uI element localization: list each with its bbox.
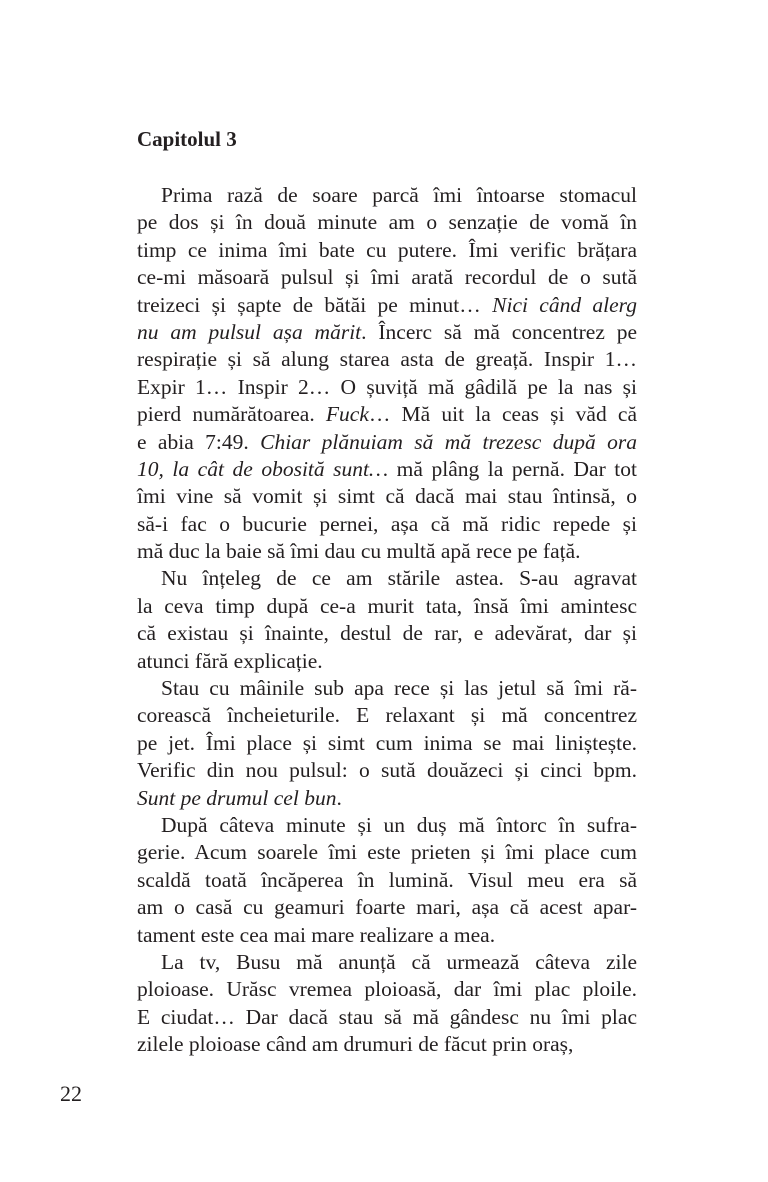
text-line	[137, 346, 637, 373]
italic-text: Fuck	[325, 402, 369, 427]
italic-text: Nici când alerg	[492, 292, 637, 317]
text-line	[137, 374, 637, 401]
text-segment: timp ce inima îmi bate cu putere. Îmi verific brățara	[137, 237, 637, 262]
text-segment: că existau și înainte, destul de rar, e adevărat, dar și	[137, 621, 637, 646]
text-line	[137, 237, 637, 264]
italic-text: Sunt pe drumul cel bun	[137, 785, 337, 810]
text-line	[137, 894, 637, 921]
text-segment: gerie. Acum soarele îmi este prieten și îmi place cum	[137, 840, 637, 865]
text-line	[137, 429, 637, 456]
text-line	[137, 785, 637, 812]
text-line	[137, 401, 637, 428]
body-text	[137, 182, 637, 1059]
italic-text: Chiar plănuiam să mă trezesc după ora	[260, 429, 637, 454]
text-line	[137, 456, 637, 483]
text-line	[137, 209, 637, 236]
text-segment: Nu înțeleg de ce am stările astea. S-au agravat	[161, 566, 637, 591]
text-line	[137, 730, 637, 757]
text-segment: . Încerc să mă concentrez pe	[361, 319, 637, 344]
text-line	[137, 675, 637, 702]
text-segment: pe dos și în două minute am o senzație de vomă în	[137, 210, 637, 235]
text-segment: respirație și să alung starea asta de greață. Inspir 1…	[137, 347, 637, 372]
text-segment: pe jet. Îmi place și simt cum inima se mai liniștește.	[137, 730, 637, 755]
text-line	[137, 292, 637, 319]
text-segment: Verific din nou pulsul: o sută douăzeci și cinci bpm.	[137, 758, 637, 783]
text-line	[137, 182, 637, 209]
text-line	[137, 839, 637, 866]
text-segment: îmi vine să vomit și simt că dacă mai stau întinsă, o	[137, 484, 637, 509]
italic-text: nu am pulsul așa mărit	[137, 319, 362, 344]
text-segment: scaldă toată încăperea în lumină. Visul meu era să	[137, 867, 637, 892]
text-line	[137, 538, 637, 565]
text-line	[137, 565, 637, 592]
text-segment: să-i fac o bucurie pernei, așa că mă ridic repede și	[137, 511, 637, 536]
text-segment: treizeci și șapte de bătăi pe minut…	[137, 292, 493, 317]
chapter-title: Capitolul 3	[137, 127, 237, 151]
text-segment: tament este cea mai mare realizare a mea.	[137, 922, 496, 947]
text-segment: corească încheieturile. E relaxant și mă concentrez	[137, 703, 637, 728]
text-line	[137, 922, 637, 949]
text-line	[137, 757, 637, 784]
text-line	[137, 702, 637, 729]
text-line	[137, 949, 637, 976]
text-line	[137, 812, 637, 839]
text-line	[137, 483, 637, 510]
text-segment: ploioase. Urăsc vremea ploioasă, dar îmi plac ploile.	[137, 977, 637, 1002]
text-segment: am o casă cu geamuri foarte mari, așa că acest apar-	[137, 895, 637, 920]
text-segment: la ceva timp după ce-a murit tata, însă îmi amintesc	[137, 593, 637, 618]
text-segment: mă duc la baie să îmi dau cu multă apă rece pe față.	[137, 539, 581, 564]
text-segment: pierd numărătoarea.	[137, 402, 326, 427]
text-segment: Prima rază de soare parcă îmi întoarse stomacul	[161, 183, 637, 207]
text-line	[137, 648, 637, 675]
italic-text: 10, la cât de obosită sunt…	[137, 456, 389, 481]
text-line	[137, 1031, 637, 1058]
text-segment: E ciudat… Dar dacă stau să mă gândesc nu îmi plac	[137, 1004, 637, 1029]
text-segment: atunci fără explicație.	[137, 648, 323, 673]
text-line	[137, 264, 637, 291]
text-segment: .	[336, 785, 342, 810]
text-segment: … Mă uit la ceas și văd că	[368, 402, 637, 427]
text-line	[137, 593, 637, 620]
text-segment: Expir 1… Inspir 2… O șuviță mă gâdilă pe la nas și	[137, 374, 637, 399]
text-line	[137, 511, 637, 538]
text-line	[137, 867, 637, 894]
text-line	[137, 319, 637, 346]
text-segment: După câteva minute și un duș mă întorc în sufra-	[161, 812, 637, 837]
text-line	[137, 1004, 637, 1031]
text-segment: La tv, Busu mă anunță că urmează câteva zile	[161, 949, 637, 974]
text-segment: Stau cu mâinile sub apa rece și las jetul să îmi ră-	[161, 676, 637, 701]
text-segment: e abia 7:49.	[137, 429, 261, 454]
page-number: 22	[60, 1081, 82, 1106]
text-line	[137, 976, 637, 1003]
text-segment: ce-mi măsoară pulsul și îmi arată recordul de o sută	[137, 265, 637, 290]
text-segment: mă plâng la pernă. Dar tot	[388, 456, 637, 481]
text-line	[137, 620, 637, 647]
text-segment: zilele ploioase când am drumuri de făcut prin oraș,	[137, 1032, 574, 1057]
